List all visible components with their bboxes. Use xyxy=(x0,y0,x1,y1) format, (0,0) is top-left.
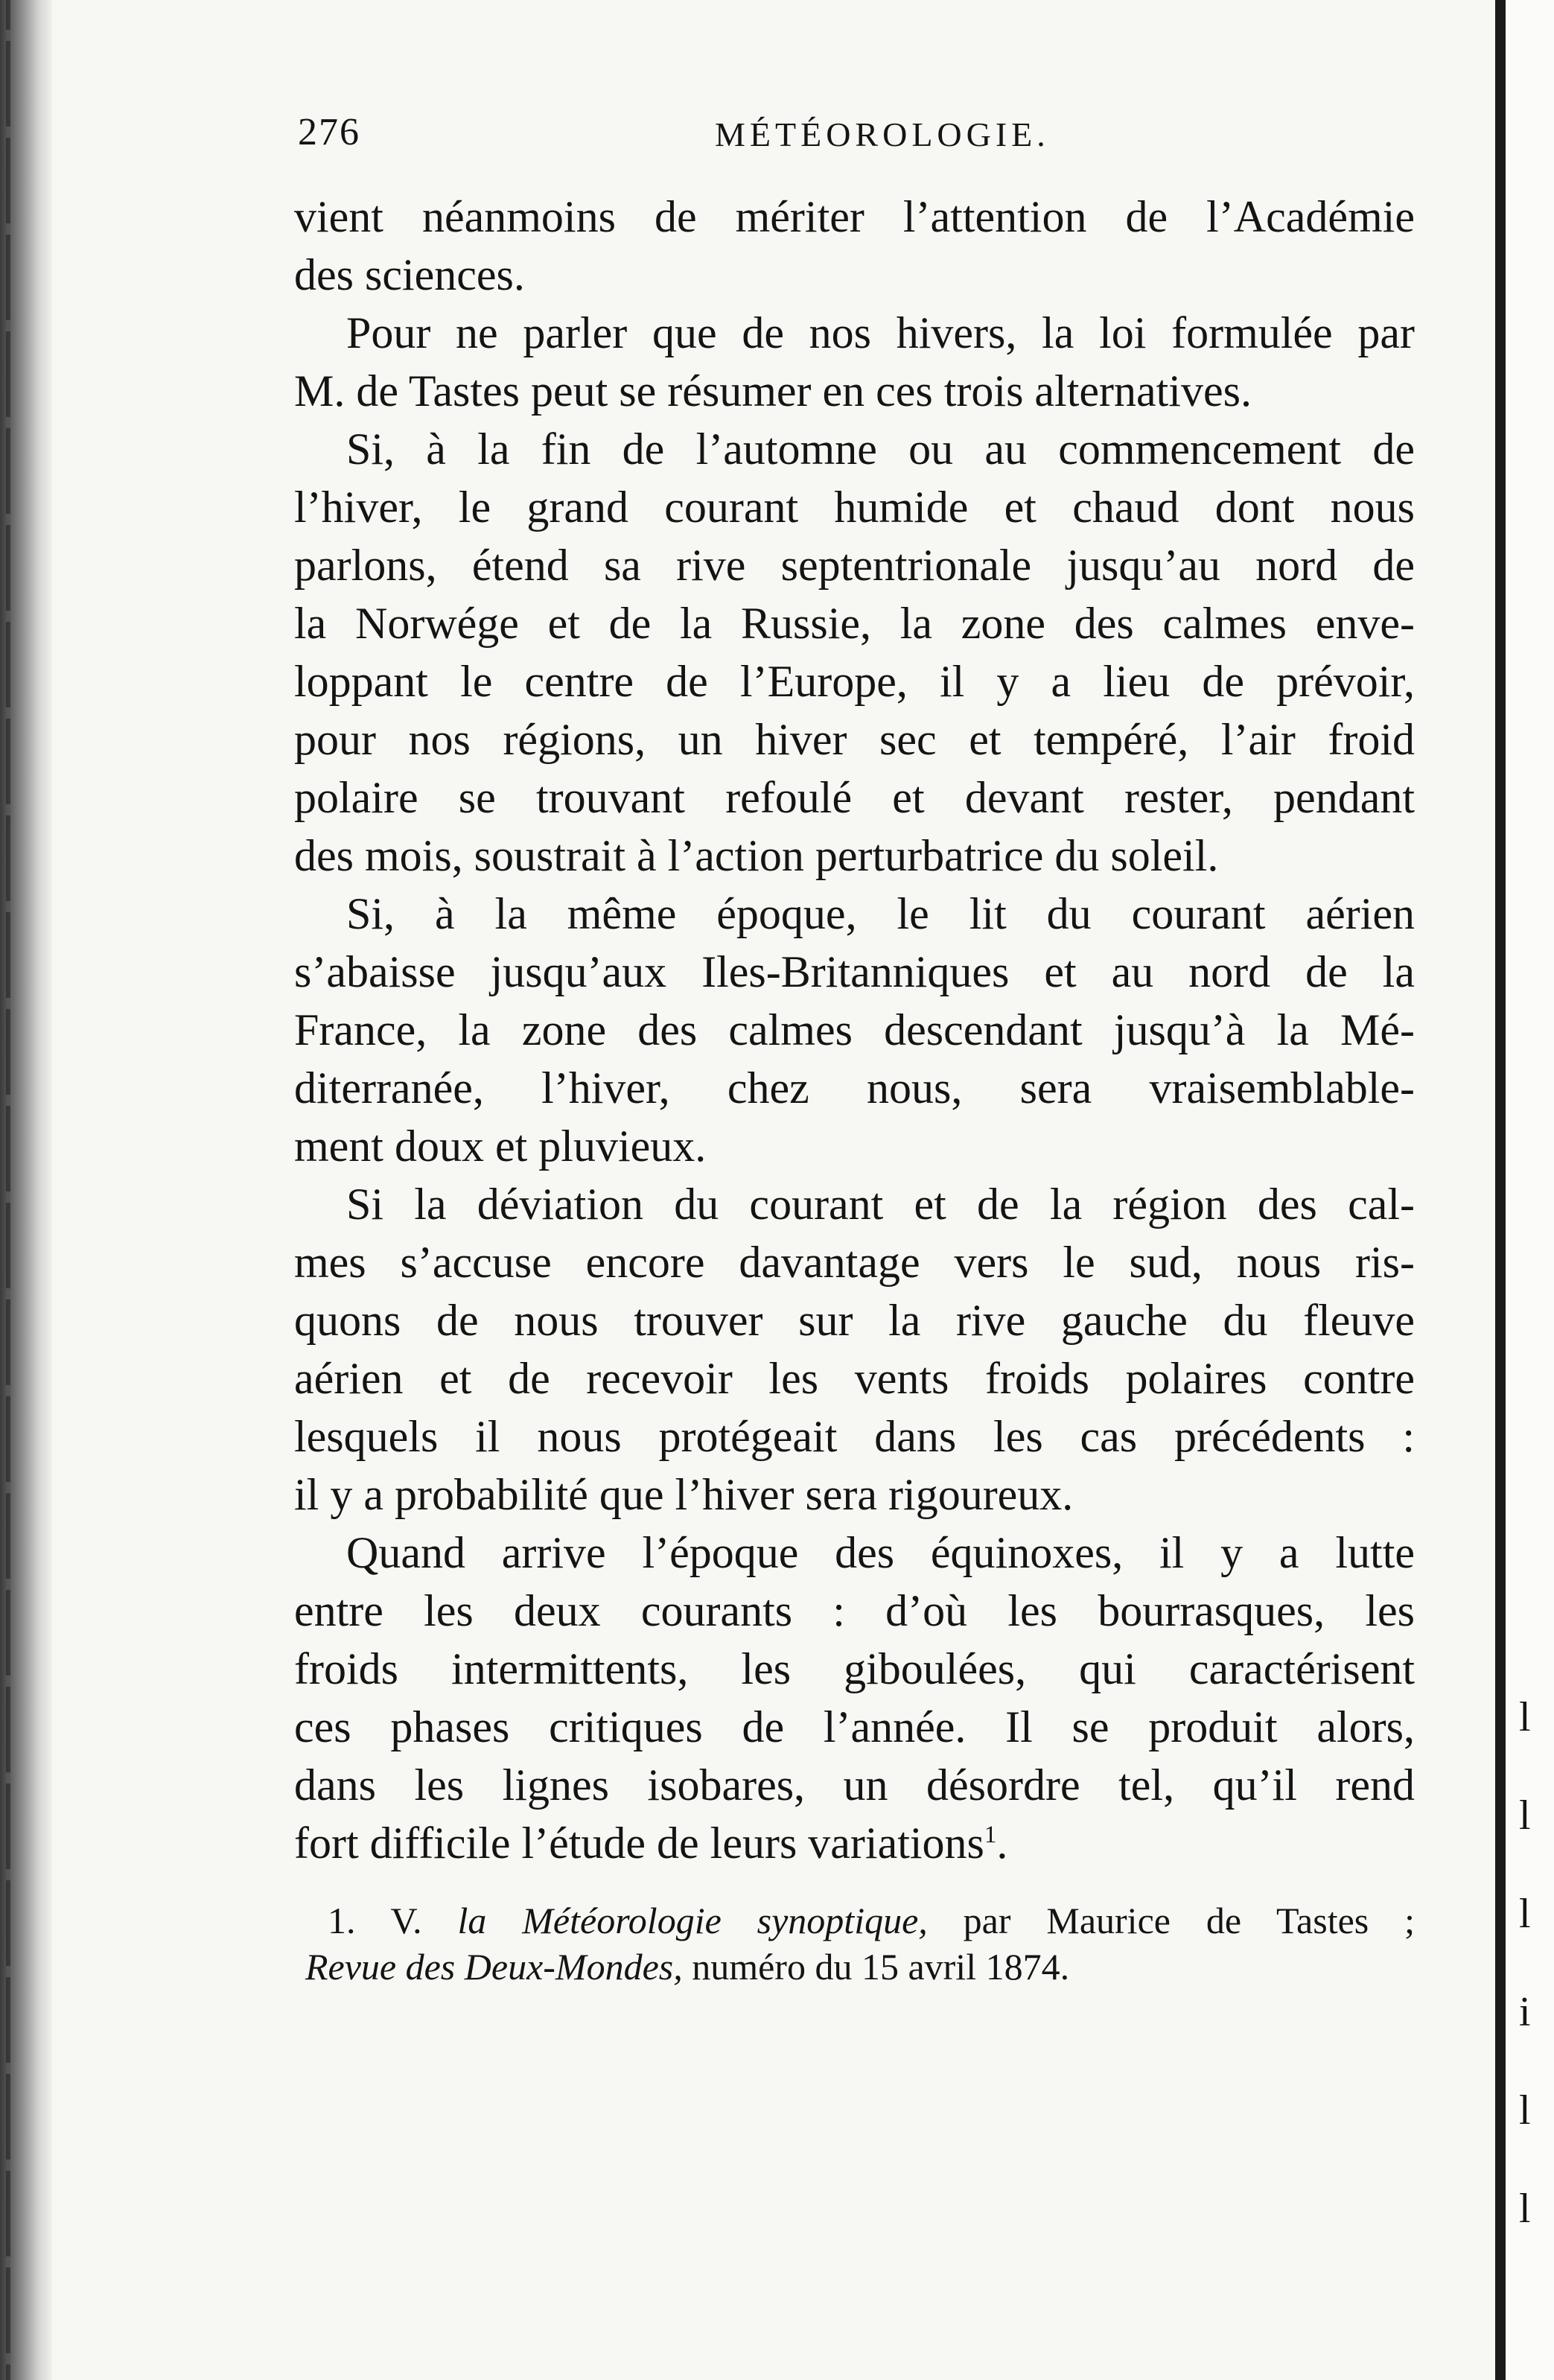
text-line xyxy=(294,304,1415,362)
text-line-content: Si, à la même époque, le lit du courant aérien xyxy=(346,889,1415,938)
text-line xyxy=(294,1059,1415,1117)
facing-page-glyph: l xyxy=(1519,1891,1531,1937)
facing-page-glyph: l xyxy=(1519,2186,1531,2232)
text-line-content: Si la déviation du courant et de la région des cal- xyxy=(346,1180,1415,1229)
text-line-content: froids intermittents, les giboulées, qui caractérisent xyxy=(294,1644,1415,1693)
text-line xyxy=(294,827,1415,885)
text-line-content: M. de Tastes peut se résumer en ces trois alternatives. xyxy=(294,366,1252,416)
footnote-line xyxy=(305,1944,1415,1990)
text-line-content: France, la zone des calmes descendant jusqu’à la Mé- xyxy=(294,1005,1415,1054)
text-line-content: fort difficile l’étude de leurs variations xyxy=(294,1819,984,1868)
facing-page-fragments xyxy=(1519,1668,1554,2258)
text-line xyxy=(294,1756,1415,1814)
footnote-journal: Revue des Deux-Mondes, xyxy=(305,1946,683,1988)
text-line xyxy=(294,188,1415,246)
text-line xyxy=(294,652,1415,710)
text-line-content: ces phases critiques de l’année. Il se produit alors, xyxy=(294,1702,1415,1751)
text-line xyxy=(294,594,1415,652)
text-line-punctuation: . xyxy=(996,1819,1008,1868)
text-line xyxy=(294,943,1415,1001)
text-line-content: mes s’accuse encore davantage vers le sud, nous ris- xyxy=(294,1238,1415,1287)
text-line xyxy=(294,1349,1415,1407)
text-line-content: Pour ne parler que de nos hivers, la loi formulée par xyxy=(346,308,1415,357)
text-line xyxy=(294,1175,1415,1233)
text-line-content: ment doux et pluvieux. xyxy=(294,1121,707,1171)
text-line xyxy=(294,769,1415,827)
text-line xyxy=(294,536,1415,594)
text-line-content: des sciences. xyxy=(294,250,525,299)
text-line xyxy=(294,710,1415,769)
text-line xyxy=(294,246,1415,304)
facing-page-glyph: l xyxy=(1519,2087,1531,2134)
text-line-content: des mois, soustrait à l’action perturbatrice du soleil. xyxy=(294,831,1219,880)
facing-page-glyph: l xyxy=(1519,1694,1531,1740)
text-line-content: il y a probabilité que l’hiver sera rigoureux. xyxy=(294,1470,1074,1519)
text-line xyxy=(294,362,1415,420)
text-line-content: loppant le centre de l’Europe, il y a lieu de prévoir, xyxy=(294,657,1415,706)
facing-page-glyph: i xyxy=(1519,1989,1531,2035)
footnote-author: par Maurice de Tastes ; xyxy=(927,1900,1416,1941)
text-line-content: parlons, étend sa rive septentrionale jusqu’au nord de xyxy=(294,541,1415,590)
text-line-content: l’hiver, le grand courant humide et chaud dont nous xyxy=(294,483,1415,532)
text-line xyxy=(294,1582,1415,1640)
footnote-title: la Météorologie synoptique, xyxy=(457,1900,928,1941)
text-line xyxy=(294,1640,1415,1698)
text-line xyxy=(294,1291,1415,1349)
text-line-content: quons de nous trouver sur la rive gauche du fleuve xyxy=(294,1296,1415,1345)
text-line-content: polaire se trouvant refoulé et devant rester, pendant xyxy=(294,773,1415,822)
text-line-content: diterranée, l’hiver, chez nous, sera vraisemblable- xyxy=(294,1063,1415,1113)
text-line xyxy=(294,1814,1415,1872)
footnote-marker: 1. V. xyxy=(328,1900,458,1941)
page-number: 276 xyxy=(298,111,360,153)
text-line xyxy=(294,478,1415,536)
text-line-content: vient néanmoins de mériter l’attention de l’Académie xyxy=(294,192,1415,241)
text-line-content: la Norwége et de la Russie, la zone des calmes enve- xyxy=(294,599,1415,648)
text-line xyxy=(294,1117,1415,1175)
text-line-content: Quand arrive l’époque des équinoxes, il y a lutte xyxy=(346,1528,1415,1577)
text-line-content: entre les deux courants : d’où les bourrasques, les xyxy=(294,1586,1415,1635)
footnote xyxy=(305,1897,1415,1990)
text-line-content: lesquels il nous protégeait dans les cas précédents : xyxy=(294,1412,1415,1461)
text-line-content: Si, à la fin de l’automne ou au commencement de xyxy=(346,424,1415,474)
text-line xyxy=(294,1524,1415,1582)
text-line-content: pour nos régions, un hiver sec et tempéré, l’air froid xyxy=(294,715,1415,764)
text-line xyxy=(294,1233,1415,1291)
text-line xyxy=(294,1698,1415,1756)
text-line-content: dans les lignes isobares, un désordre tel, qu’il rend xyxy=(294,1760,1415,1810)
text-line-content: s’abaisse jusqu’aux Iles-Britanniques et au nord de la xyxy=(294,947,1415,996)
text-line xyxy=(294,1466,1415,1524)
text-line xyxy=(294,1407,1415,1466)
text-line xyxy=(294,885,1415,943)
body-text xyxy=(294,188,1415,1872)
footnote-issue: numéro du 15 avril 1874. xyxy=(682,1946,1070,1988)
facing-page-glyph: l xyxy=(1519,1792,1531,1839)
text-line-content: aérien et de recevoir les vents froids polaires contre xyxy=(294,1354,1415,1403)
text-line xyxy=(294,1001,1415,1059)
running-head xyxy=(298,110,1415,170)
footnote-reference[interactable]: 1 xyxy=(984,1821,997,1848)
footnote-line xyxy=(305,1897,1415,1944)
running-title: MÉTÉOROLOGIE. xyxy=(715,115,1050,153)
text-line xyxy=(294,420,1415,478)
